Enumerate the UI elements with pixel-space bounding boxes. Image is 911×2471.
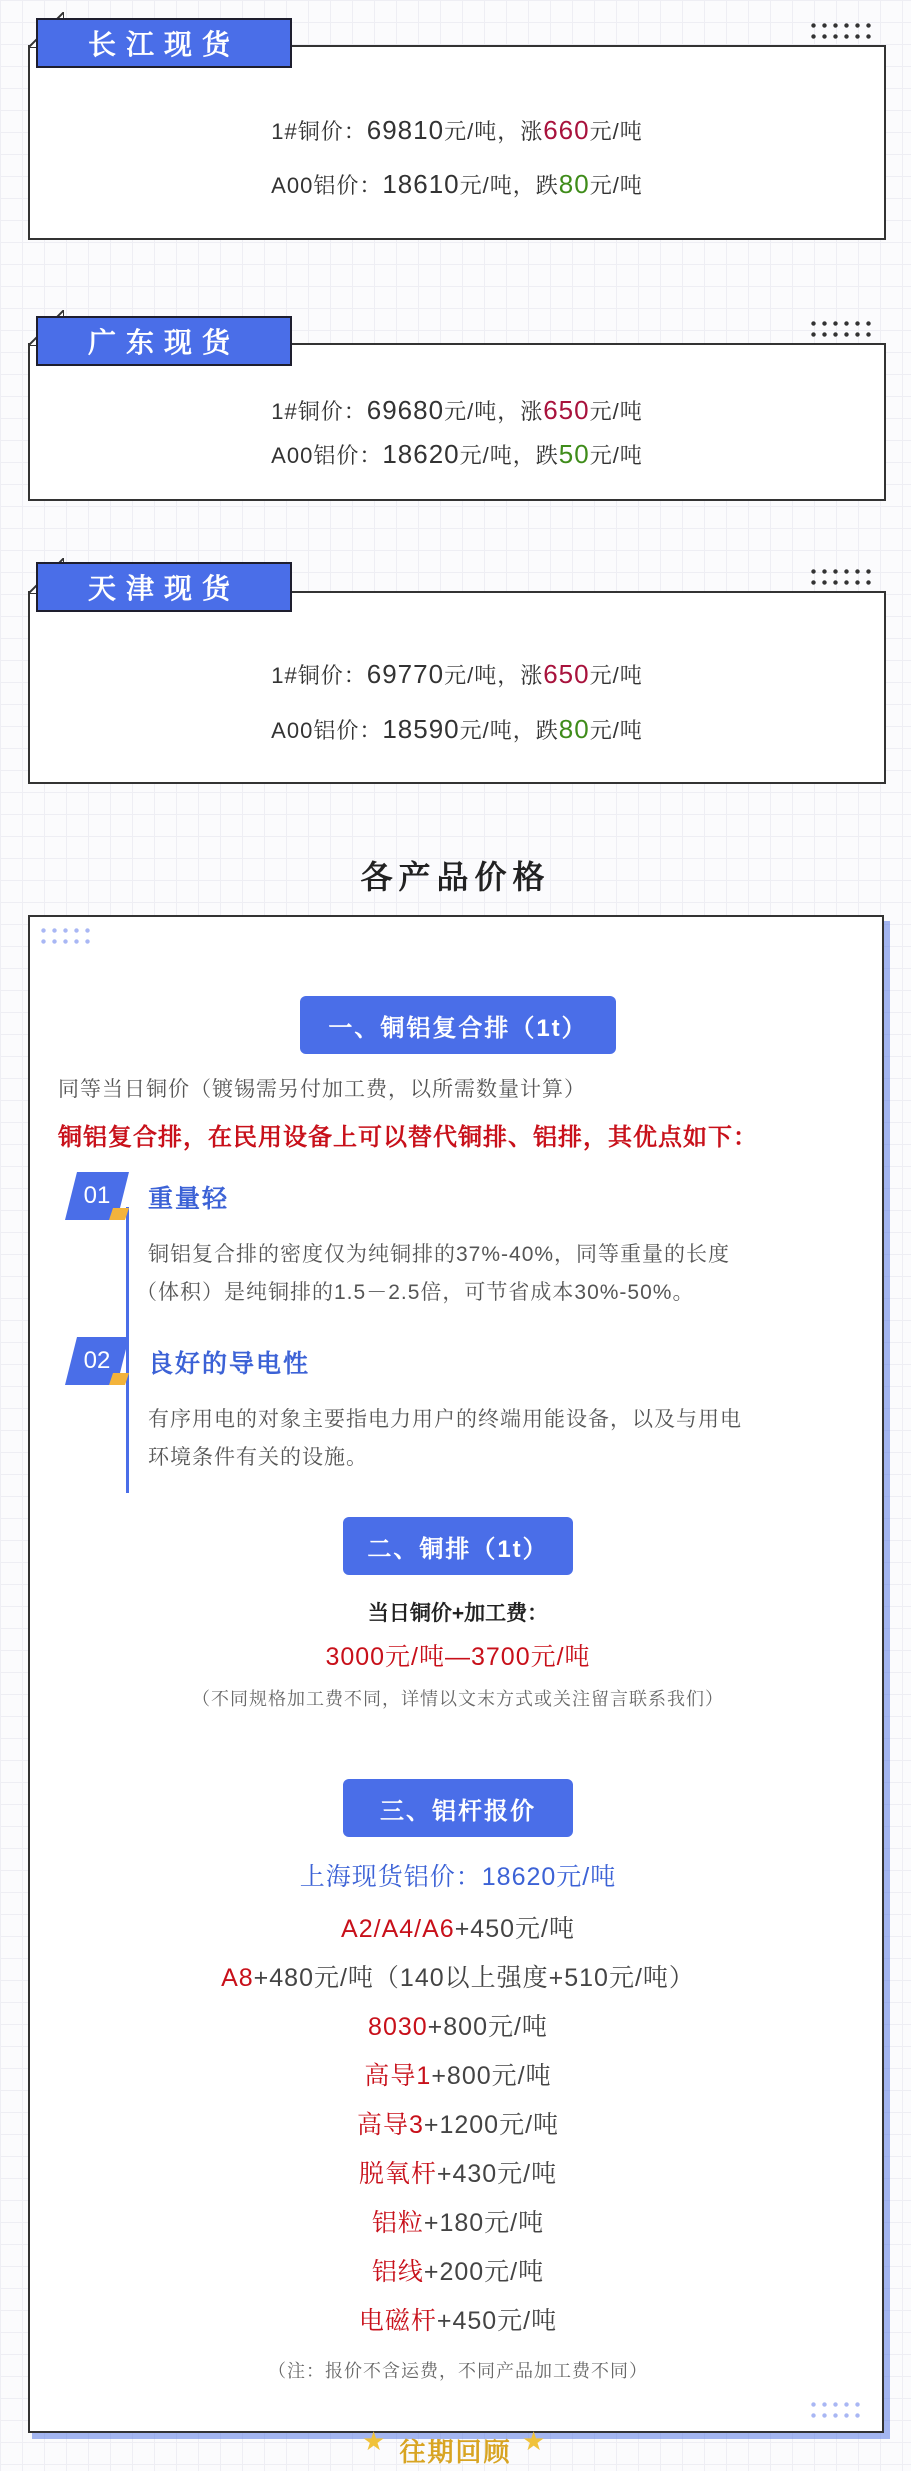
aluminum-rod-item: 高导1+800元/吨 <box>364 2062 552 2090</box>
aluminum-rod-item: 铝粒+180元/吨 <box>371 2209 545 2237</box>
feature-title-02: 良好的导电性 <box>148 1350 311 1378</box>
star-icon: ★ <box>362 2426 386 2456</box>
section-title: 各产品价格 <box>360 859 551 895</box>
past-review-link[interactable]: 往期回顾 <box>399 2437 512 2467</box>
product1-desc: 同等当日铜价（镀锡需另付加工费，以所需数量计算） <box>58 1078 586 1101</box>
product-box <box>28 915 884 2433</box>
spot-card-tianjin <box>28 591 886 784</box>
aluminum-rod-item: 电磁杆+450元/吨 <box>358 2307 558 2335</box>
dots-decoration-icon <box>808 2399 862 2421</box>
aluminum-rod-item: 高导3+1200元/吨 <box>356 2111 560 2139</box>
spot-card-changjiang <box>28 45 886 240</box>
spot-card-guangdong <box>28 343 886 501</box>
dots-decoration-icon <box>808 318 874 340</box>
copper-price-line: 1#铜价：69680元/吨，涨650元/吨 <box>271 395 643 425</box>
feature-body-01-line2: （体积）是纯铜排的1.5－2.5倍，可节省成本30%-50%。 <box>136 1281 695 1304</box>
feature-badge-01: 01 <box>65 1172 129 1220</box>
product3-title: 三、铝杆报价 <box>343 1779 573 1837</box>
aluminum-price-line: A00铝价：18620元/吨，跌50元/吨 <box>271 439 643 469</box>
spot-title-tianjin: 天津现货 <box>36 562 292 612</box>
dots-decoration-icon <box>808 20 874 42</box>
feature-body-01-line1: 铜铝复合排的密度仅为纯铜排的37%-40%，同等重量的长度 <box>148 1243 731 1266</box>
product2-line1: 当日铜价+加工费： <box>367 1602 549 1625</box>
feature-body-02-line2: 环境条件有关的设施。 <box>148 1446 368 1469</box>
aluminum-rod-item: 脱氧杆+430元/吨 <box>358 2160 558 2188</box>
aluminum-price-line: A00铝价：18610元/吨，跌80元/吨 <box>271 169 643 199</box>
feature-body-02-line1: 有序用电的对象主要指电力用户的终端用能设备，以及与用电 <box>148 1408 742 1431</box>
product1-highlight: 铜铝复合排，在民用设备上可以替代铜排、铝排，其优点如下： <box>58 1124 758 1151</box>
spot-title-guangdong: 广东现货 <box>36 316 292 366</box>
aluminum-price-line: A00铝价：18590元/吨，跌80元/吨 <box>271 714 643 744</box>
aluminum-rod-item: A2/A4/A6+450元/吨 <box>341 1915 575 1943</box>
product1-title: 一、铜铝复合排（1t） <box>300 996 616 1054</box>
copper-price-line: 1#铜价：69810元/吨，涨660元/吨 <box>271 115 643 145</box>
feature-title-01: 重量轻 <box>148 1185 230 1213</box>
dots-decoration-icon <box>808 566 874 588</box>
copper-price-line: 1#铜价：69770元/吨，涨650元/吨 <box>271 659 643 689</box>
aluminum-rod-item: 铝线+200元/吨 <box>371 2258 545 2286</box>
product2-title: 二、铜排（1t） <box>343 1517 573 1575</box>
feature-badge-02: 02 <box>65 1337 129 1385</box>
product3-base-price: 上海现货铝价：18620元/吨 <box>299 1863 617 1891</box>
spot-title-changjiang: 长江现货 <box>36 18 292 68</box>
star-icon: ★ <box>522 2426 546 2456</box>
aluminum-rod-item: 8030+800元/吨 <box>368 2013 548 2041</box>
product2-note: （不同规格加工费不同，详情以文末方式或关注留言联系我们） <box>192 1689 724 1709</box>
product3-note: （注：报价不含运费，不同产品加工费不同） <box>268 2361 648 2381</box>
product2-price: 3000元/吨—3700元/吨 <box>325 1643 591 1671</box>
aluminum-rod-item: A8+480元/吨（140以上强度+510元/吨） <box>221 1964 695 1992</box>
dots-decoration-icon <box>38 925 92 947</box>
